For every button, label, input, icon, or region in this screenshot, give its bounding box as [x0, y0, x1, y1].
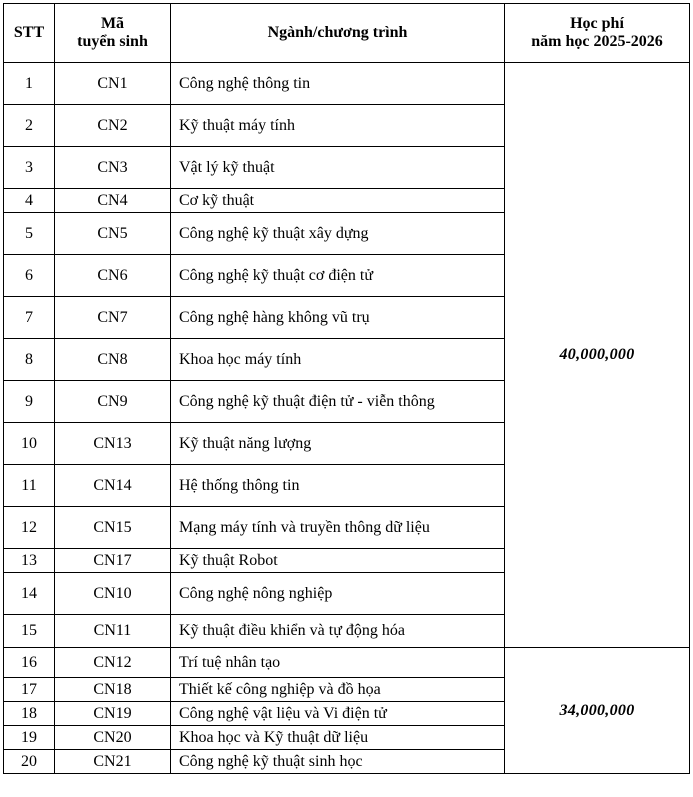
row-stt: 5: [4, 213, 55, 255]
row-code: CN8: [55, 339, 171, 381]
row-program: Trí tuệ nhân tạo: [171, 648, 505, 678]
row-code: CN7: [55, 297, 171, 339]
row-program: Kỹ thuật Robot: [171, 549, 505, 573]
row-program: Công nghệ kỹ thuật xây dựng: [171, 213, 505, 255]
row-code: CN10: [55, 573, 171, 615]
row-program: Kỹ thuật máy tính: [171, 105, 505, 147]
header-tuition: [505, 4, 690, 63]
tuition-fee-group-2: 34,000,000: [505, 648, 690, 774]
row-stt: 7: [4, 297, 55, 339]
row-stt: 20: [4, 750, 55, 774]
row-stt: 16: [4, 648, 55, 678]
header-admission-code-line1: Mã: [100, 15, 125, 32]
row-stt: 19: [4, 726, 55, 750]
row-code: CN11: [55, 615, 171, 648]
row-program: Hệ thống thông tin: [171, 465, 505, 507]
tuition-table: [3, 3, 690, 774]
row-program: Thiết kế công nghiệp và đồ họa: [171, 678, 505, 702]
row-program: Khoa học máy tính: [171, 339, 505, 381]
row-program: Công nghệ hàng không vũ trụ: [171, 297, 505, 339]
row-program: Công nghệ thông tin: [171, 63, 505, 105]
row-program: Công nghệ kỹ thuật điện tử - viễn thông: [171, 381, 505, 423]
row-code: CN1: [55, 63, 171, 105]
table-row: [4, 63, 690, 105]
row-program: Khoa học và Kỹ thuật dữ liệu: [171, 726, 505, 750]
row-stt: 10: [4, 423, 55, 465]
row-code: CN21: [55, 750, 171, 774]
row-code: CN19: [55, 702, 171, 726]
header-tuition-line1: Học phí: [570, 15, 624, 32]
header-program: Ngành/chương trình: [171, 4, 505, 63]
row-program: Công nghệ vật liệu và Vi điện tử: [171, 702, 505, 726]
row-program: Vật lý kỹ thuật: [171, 147, 505, 189]
row-stt: 13: [4, 549, 55, 573]
row-code: CN20: [55, 726, 171, 750]
row-stt: 12: [4, 507, 55, 549]
row-program: Kỹ thuật năng lượng: [171, 423, 505, 465]
row-code: CN9: [55, 381, 171, 423]
row-program: Mạng máy tính và truyền thông dữ liệu: [171, 507, 505, 549]
tuition-fee-group-1: 40,000,000: [505, 63, 690, 648]
row-stt: 15: [4, 615, 55, 648]
row-code: CN4: [55, 189, 171, 213]
header-admission-code: [55, 4, 171, 63]
row-program: Công nghệ kỹ thuật cơ điện tử: [171, 255, 505, 297]
row-program: Kỹ thuật điều khiển và tự động hóa: [171, 615, 505, 648]
row-stt: 9: [4, 381, 55, 423]
row-code: CN3: [55, 147, 171, 189]
header-tuition-line2: năm học 2025-2026: [531, 33, 663, 50]
row-stt: 6: [4, 255, 55, 297]
row-code: CN12: [55, 648, 171, 678]
row-stt: 14: [4, 573, 55, 615]
row-code: CN17: [55, 549, 171, 573]
row-code: CN5: [55, 213, 171, 255]
row-code: CN6: [55, 255, 171, 297]
table-row: [4, 648, 690, 678]
row-stt: 18: [4, 702, 55, 726]
header-stt: STT: [4, 4, 55, 63]
row-stt: 17: [4, 678, 55, 702]
row-stt: 11: [4, 465, 55, 507]
header-row: [4, 4, 690, 63]
row-stt: 8: [4, 339, 55, 381]
row-stt: 4: [4, 189, 55, 213]
row-code: CN2: [55, 105, 171, 147]
row-stt: 1: [4, 63, 55, 105]
row-code: CN18: [55, 678, 171, 702]
header-admission-code-line2: tuyển sinh: [77, 33, 148, 50]
row-code: CN14: [55, 465, 171, 507]
row-program: Cơ kỹ thuật: [171, 189, 505, 213]
row-program: Công nghệ kỹ thuật sinh học: [171, 750, 505, 774]
row-code: CN15: [55, 507, 171, 549]
row-program: Công nghệ nông nghiệp: [171, 573, 505, 615]
table-body: [4, 63, 690, 774]
row-code: CN13: [55, 423, 171, 465]
row-stt: 2: [4, 105, 55, 147]
row-stt: 3: [4, 147, 55, 189]
